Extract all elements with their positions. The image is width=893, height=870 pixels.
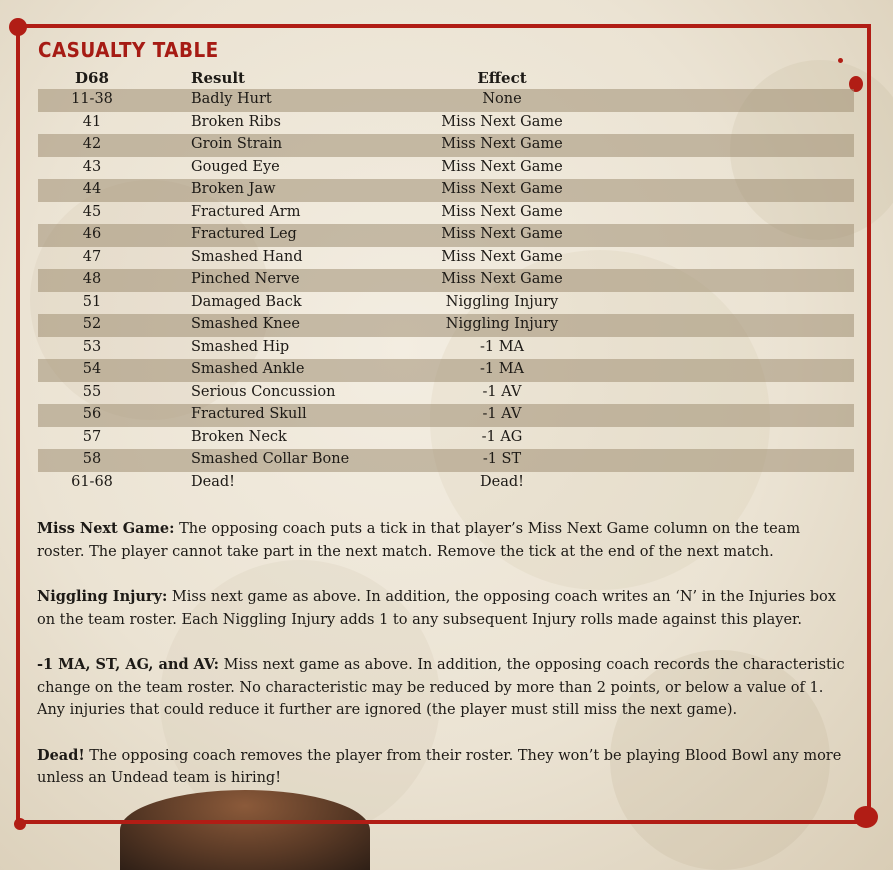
cell-effect: Dead! bbox=[480, 473, 524, 490]
cell-effect: -1 AV bbox=[482, 406, 522, 422]
cell-d68: 61-68 bbox=[71, 473, 113, 490]
cell-effect: Miss Next Game bbox=[441, 136, 563, 152]
note-paragraph bbox=[37, 518, 849, 563]
cell-d68: 44 bbox=[82, 181, 102, 197]
table-row bbox=[38, 292, 854, 315]
note-term: Miss Next Game: bbox=[37, 520, 175, 537]
cell-result: Smashed Knee bbox=[191, 316, 300, 332]
notes-section bbox=[37, 518, 849, 813]
header-result: Result bbox=[191, 69, 245, 87]
blood-splatter bbox=[854, 806, 878, 828]
cell-effect: -1 ST bbox=[482, 451, 522, 467]
cell-effect: Miss Next Game bbox=[441, 113, 563, 130]
table-row bbox=[38, 157, 854, 180]
cell-result: Dead! bbox=[191, 473, 235, 490]
cell-effect: Niggling Injury bbox=[445, 316, 559, 332]
blood-splatter bbox=[14, 818, 26, 830]
table-header bbox=[38, 67, 854, 87]
cell-d68: 45 bbox=[82, 203, 102, 220]
cell-d68: 56 bbox=[82, 406, 102, 422]
cell-d68: 58 bbox=[82, 451, 102, 467]
note-paragraph bbox=[37, 586, 849, 631]
table-row bbox=[38, 112, 854, 135]
table-row bbox=[38, 337, 854, 360]
cell-result: Badly Hurt bbox=[191, 91, 272, 107]
cell-result: Serious Concussion bbox=[191, 383, 336, 400]
note-term: Niggling Injury: bbox=[37, 588, 168, 605]
cell-d68: 54 bbox=[82, 361, 102, 377]
cell-result: Damaged Back bbox=[191, 293, 302, 310]
blood-splatter bbox=[838, 58, 843, 63]
cell-result: Fractured Skull bbox=[191, 406, 307, 422]
cell-effect: Miss Next Game bbox=[441, 158, 563, 175]
cell-result: Broken Ribs bbox=[191, 113, 281, 130]
cell-d68: 52 bbox=[82, 316, 102, 332]
cell-effect: Niggling Injury bbox=[445, 293, 559, 310]
table-row bbox=[38, 427, 854, 450]
note-term: Dead! bbox=[37, 746, 85, 764]
cell-result: Broken Jaw bbox=[191, 181, 276, 197]
table-row bbox=[38, 179, 854, 202]
table-row bbox=[38, 269, 854, 292]
cell-effect: Miss Next Game bbox=[441, 271, 563, 287]
table-row bbox=[38, 404, 854, 427]
cell-d68: 55 bbox=[82, 383, 102, 400]
cell-result: Smashed Collar Bone bbox=[191, 451, 350, 467]
note-text: The opposing coach removes the player from their roster. They won’t be playing Blood Bowl any more unless an Undead team is hiring! bbox=[37, 747, 842, 786]
cell-effect: None bbox=[482, 91, 522, 107]
table-row bbox=[38, 89, 854, 112]
cell-effect: Miss Next Game bbox=[441, 226, 563, 242]
header-d68: D68 bbox=[75, 69, 109, 87]
note-text: Miss next game as above. In addition, the opposing coach records the characteristic change on the team roster. No characteristic may be reduced by more than 2 points, or below a value of 1. Any injuries that could reduce it further are ignored (the player must still miss the next game). bbox=[37, 657, 845, 718]
cell-result: Smashed Hand bbox=[191, 248, 303, 265]
casualty-table bbox=[38, 89, 854, 494]
cell-effect: -1 AG bbox=[481, 428, 523, 445]
cell-result: Fractured Leg bbox=[191, 226, 297, 242]
note-term: -1 MA, ST, AG, and AV: bbox=[37, 656, 219, 673]
table-row bbox=[38, 224, 854, 247]
table-row bbox=[38, 134, 854, 157]
cell-result: Fractured Arm bbox=[191, 203, 301, 220]
cell-result: Pinched Nerve bbox=[191, 271, 300, 287]
cell-effect: Miss Next Game bbox=[441, 248, 563, 265]
cell-effect: -1 MA bbox=[479, 338, 525, 355]
cell-d68: 48 bbox=[82, 271, 102, 287]
cell-d68: 11-38 bbox=[71, 91, 113, 107]
cell-result: Smashed Hip bbox=[191, 338, 290, 355]
cell-d68: 42 bbox=[82, 136, 102, 152]
table-row bbox=[38, 202, 854, 225]
table-row bbox=[38, 472, 854, 495]
cell-d68: 53 bbox=[82, 338, 102, 355]
cell-result: Smashed Ankle bbox=[191, 361, 305, 377]
cell-d68: 41 bbox=[82, 113, 102, 130]
cell-result: Groin Strain bbox=[191, 136, 283, 152]
note-text: Miss next game as above. In addition, the opposing coach writes an ‘N’ in the Injuries box on the team roster. Each Niggling Injury adds 1 to any subsequent Injury rolls made against this player. bbox=[37, 589, 836, 628]
cell-d68: 43 bbox=[82, 158, 102, 175]
table-row bbox=[38, 359, 854, 382]
cell-d68: 46 bbox=[82, 226, 102, 242]
cell-effect: -1 AV bbox=[482, 383, 522, 400]
table-row bbox=[38, 382, 854, 405]
page-title: CASUALTY TABLE bbox=[38, 38, 219, 62]
note-paragraph bbox=[37, 654, 849, 722]
note-text: The opposing coach puts a tick in that player’s Miss Next Game column on the team roster. The player cannot take part in the next match. Remove the tick at the end of the next match. bbox=[37, 521, 801, 560]
cell-effect: Miss Next Game bbox=[441, 203, 563, 220]
cell-result: Gouged Eye bbox=[191, 158, 280, 175]
table-row bbox=[38, 449, 854, 472]
cell-d68: 51 bbox=[82, 293, 102, 310]
header-effect: Effect bbox=[477, 69, 527, 87]
cell-effect: -1 MA bbox=[479, 361, 525, 377]
note-paragraph bbox=[37, 745, 849, 790]
cell-d68: 57 bbox=[82, 428, 102, 445]
cell-effect: Miss Next Game bbox=[441, 181, 563, 197]
cell-d68: 47 bbox=[82, 248, 102, 265]
table-row bbox=[38, 247, 854, 270]
table-row bbox=[38, 314, 854, 337]
cell-result: Broken Neck bbox=[191, 428, 287, 445]
blood-splatter bbox=[9, 18, 27, 36]
